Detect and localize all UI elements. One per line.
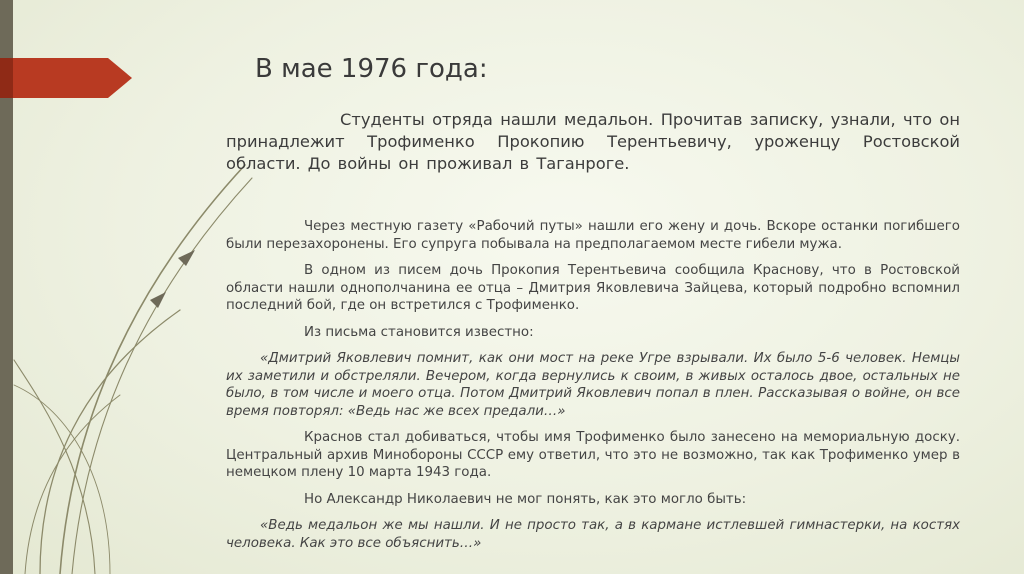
paragraph-newspaper: Через местную газету «Рабочий путы» нашли его жену и дочь. Вскоре останки погибшего были перезахоронены. Его супруга побывала на предполагаемом месте гибели мужа. bbox=[226, 219, 960, 252]
paragraph-doubt: Но Александр Николаевич не мог понять, как это могло быть: bbox=[304, 491, 747, 507]
quote-zaitsev: «Дмитрий Яковлевич помнит, как они мост на реке Угре взрывали. Их было 5-6 человек. Немцы их заметили и обстреляли. Вечером, когда вернулись к своим, в живых осталось двое, остальных не было, в том числе и моего отца. Потом Дмитрий Яковлевич попал в плен. Рассказывая о войне, он все время повторял: «Ведь нас же всех предали…» bbox=[226, 351, 960, 419]
paragraph-letter: В одном из писем дочь Прокопия Терентьевича сообщила Краснову, что в Ростовской области нашли однополчанина ее отца – Дмитрия Яковлевича Зайцева, который подробно вспомнил последний бой, где он встретился с Трофименко. bbox=[226, 263, 960, 313]
paragraph-from-letter: Из письма становится известно: bbox=[304, 324, 534, 340]
title-accent-arrow bbox=[0, 58, 132, 98]
paragraph-archive: Краснов стал добиваться, чтобы имя Трофименко было занесено на мемориальную доску. Центральный архив Минобороны СССР ему ответил, что это не возможно, так как Трофименко умер в немецком плену 10 марта 1943 года. bbox=[226, 430, 960, 480]
quote-medallion: «Ведь медальон же мы нашли. И не просто так, а в кармане истлевшей гимнастерки, на костях человека. Как это все объяснить…» bbox=[226, 518, 960, 551]
slide-title: В мае 1976 года: bbox=[255, 54, 488, 84]
body-text bbox=[226, 218, 960, 561]
intro-paragraph: Студенты отряда нашли медальон. Прочитав записку, узнали, что он принадлежит Трофименко Прокопию Терентьевичу, уроженцу Ростовской области. До войны он проживал в Таганроге. bbox=[226, 110, 960, 173]
